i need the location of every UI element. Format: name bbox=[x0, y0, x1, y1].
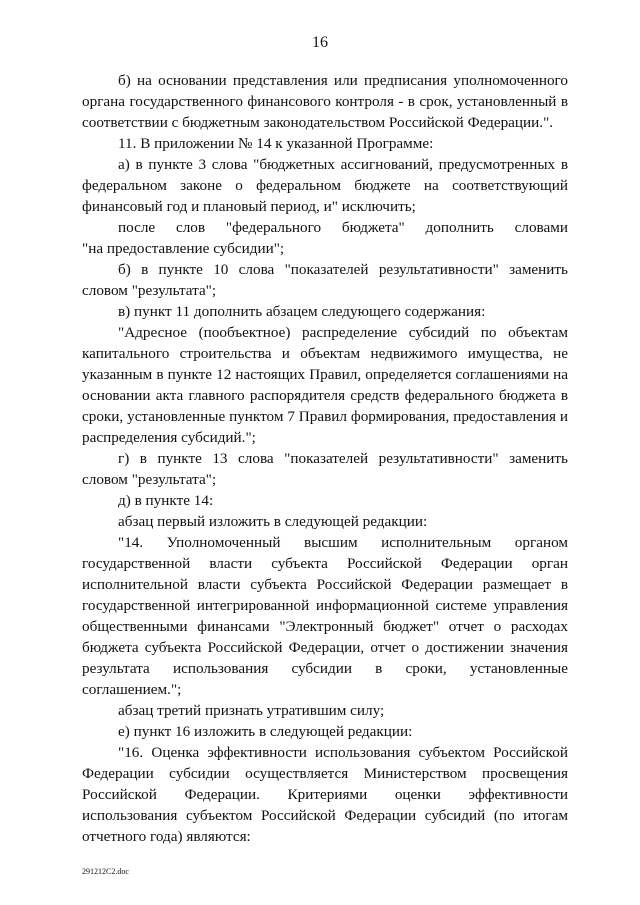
paragraph: "Адресное (пообъектное) распределение субсидий по объектам капитального строительства и объектам недвижимого имущества, не указанным в пункте 12 настоящих Правил, определяется соглашениями на основании акта главного распорядителя средств федерального бюджета в сроки, установленные пунктом 7 Правил формирования, предоставления и распределения субсидий."; bbox=[82, 324, 568, 446]
paragraph: г) в пункте 13 слова "показателей результативности" заменить словом "результата"; bbox=[82, 450, 568, 488]
footer-filename: 291212C2.doc bbox=[82, 867, 129, 876]
document-body bbox=[82, 70, 568, 847]
paragraph: е) пункт 16 изложить в следующей редакции: bbox=[118, 723, 413, 740]
page-number: 16 bbox=[312, 34, 328, 51]
paragraph: "на предоставление субсидии"; bbox=[82, 240, 285, 257]
paragraph: 11. В приложении № 14 к указанной Программе: bbox=[118, 135, 434, 152]
paragraph: абзац третий признать утратившим силу; bbox=[118, 702, 385, 719]
paragraph: а) в пункте 3 слова "бюджетных ассигнований, предусмотренных в федеральном законе о федеральном бюджете на соответствующий финансовый год и плановый период, и" исключить; bbox=[82, 156, 568, 215]
paragraph: после слов "федерального бюджета" дополнить словами bbox=[118, 219, 568, 236]
paragraph: д) в пункте 14: bbox=[118, 492, 214, 509]
paragraph: "16. Оценка эффективности использования субъектом Российской Федерации субсидии осуществляется Министерством просвещения Российской Федерации. Критериями оценки эффективности использования субъектом Российской Федерации субсидий (по итогам отчетного года) являются: bbox=[82, 744, 568, 845]
paragraph: б) в пункте 10 слова "показателей результативности" заменить словом "результата"; bbox=[82, 261, 568, 299]
paragraph: б) на основании представления или предписания уполномоченного органа государственного финансового контроля - в срок, установленный в соответствии с бюджетным законодательством Российской Федерации.". bbox=[82, 72, 568, 131]
paragraph: абзац первый изложить в следующей редакции: bbox=[118, 513, 428, 530]
paragraph: "14. Уполномоченный высшим исполнительным органом государственной власти субъекта Российской Федерации орган исполнительной власти субъекта Российской Федерации размещает в государственной интегрированной информационной системе управления общественными финансами "Электронный бюджет" отчет о расходах бюджета субъекта Российской Федерации, отчет о достижении значения результата использования субсидии в сроки, установленные соглашением."; bbox=[82, 534, 568, 698]
paragraph: в) пункт 11 дополнить абзацем следующего содержания: bbox=[118, 303, 486, 320]
